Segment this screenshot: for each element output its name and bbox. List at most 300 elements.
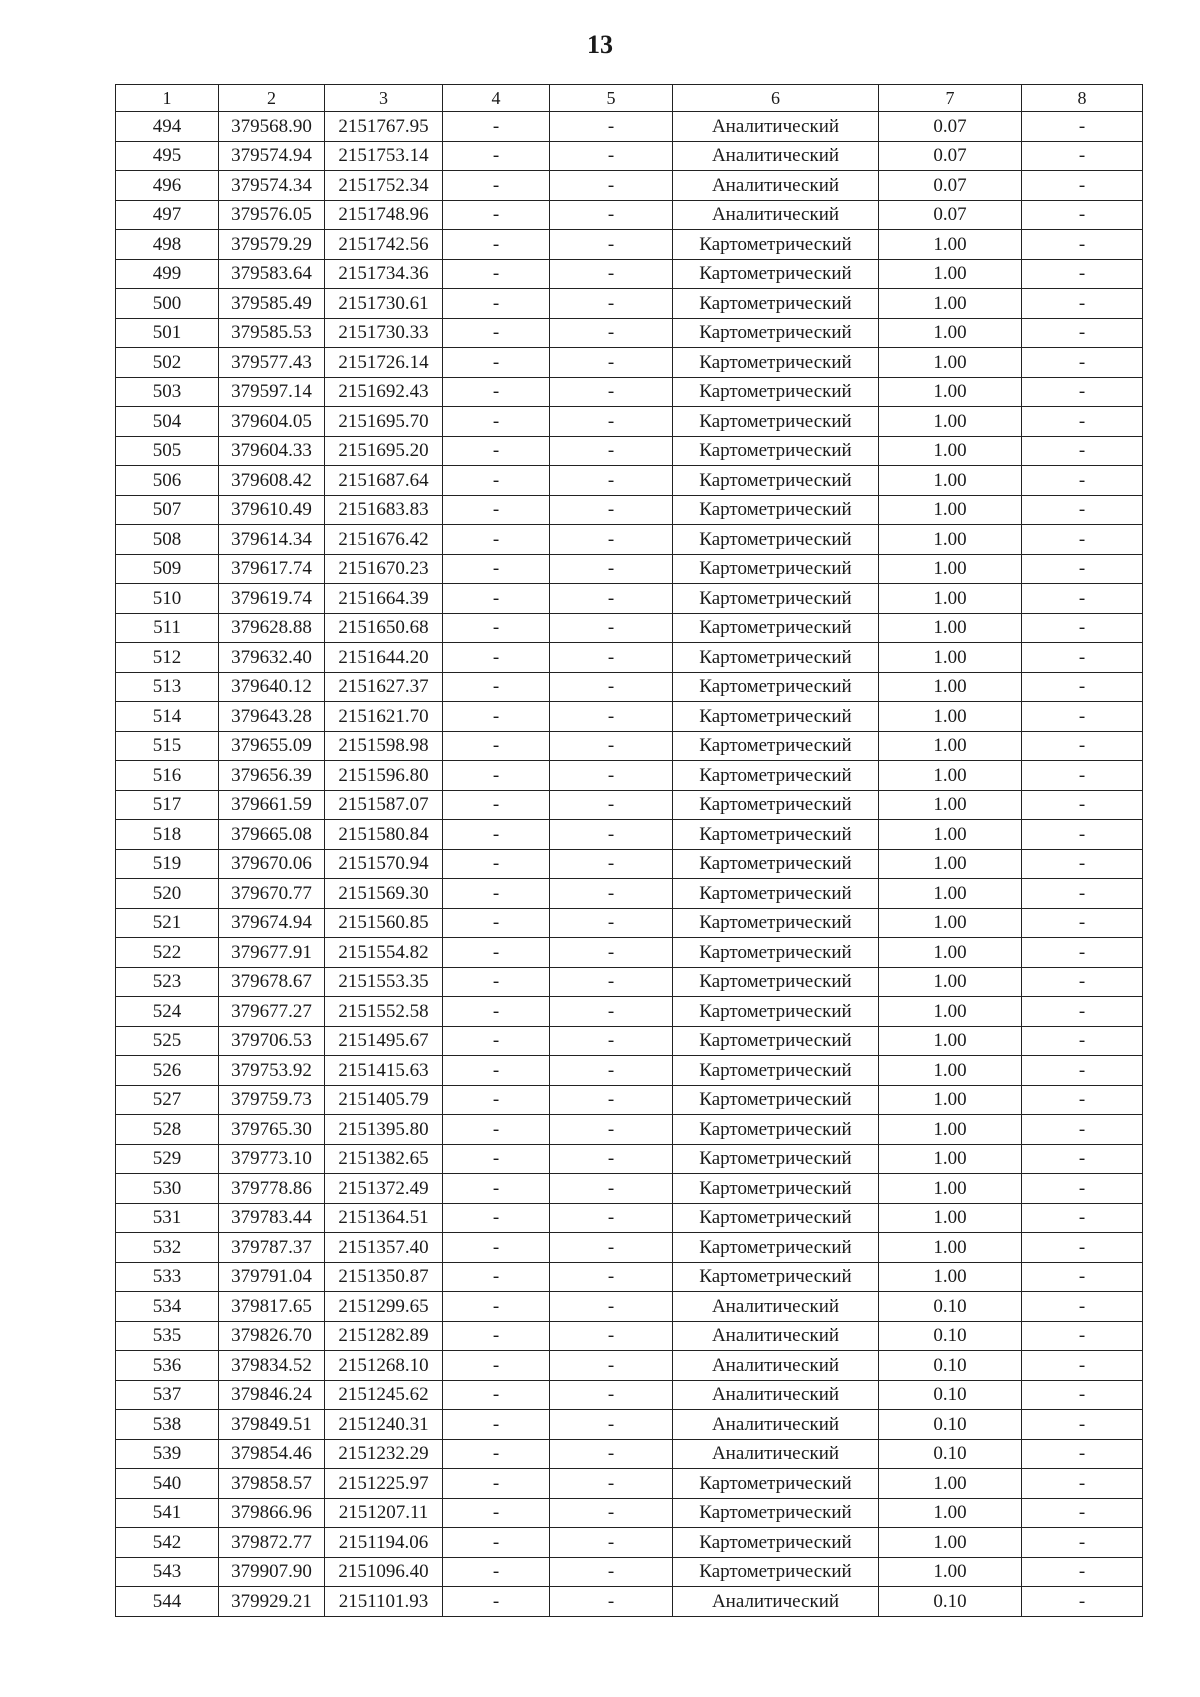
col4-cell: - [443, 938, 550, 968]
col8-cell: - [1022, 554, 1143, 584]
col8-cell: - [1022, 1557, 1143, 1587]
method-cell: Аналитический [673, 1351, 879, 1381]
point-number-cell: 532 [116, 1233, 219, 1263]
coord-y-cell: 2151225.97 [325, 1469, 443, 1499]
col8-cell: - [1022, 1026, 1143, 1056]
point-number-cell: 513 [116, 672, 219, 702]
table-row [116, 1262, 1143, 1292]
col4-cell: - [443, 1292, 550, 1322]
col5-cell: - [550, 967, 673, 997]
col8-cell: - [1022, 171, 1143, 201]
coord-y-cell: 2151742.56 [325, 230, 443, 260]
point-number-cell: 508 [116, 525, 219, 555]
point-number-cell: 529 [116, 1144, 219, 1174]
coord-x-cell: 379670.06 [219, 849, 325, 879]
col8-cell: - [1022, 1292, 1143, 1322]
accuracy-cell: 1.00 [879, 584, 1022, 614]
method-cell: Картометрический [673, 554, 879, 584]
coord-x-cell: 379632.40 [219, 643, 325, 673]
accuracy-cell: 1.00 [879, 761, 1022, 791]
table-body [116, 112, 1143, 1617]
col4-cell: - [443, 1587, 550, 1617]
col5-cell: - [550, 1557, 673, 1587]
table-row [116, 1026, 1143, 1056]
col8-cell: - [1022, 318, 1143, 348]
col4-cell: - [443, 1233, 550, 1263]
coord-x-cell: 379619.74 [219, 584, 325, 614]
col4-cell: - [443, 1174, 550, 1204]
accuracy-cell: 1.00 [879, 1085, 1022, 1115]
coord-x-cell: 379574.34 [219, 171, 325, 201]
method-cell: Картометрический [673, 289, 879, 319]
method-cell: Картометрический [673, 1026, 879, 1056]
col8-cell: - [1022, 1115, 1143, 1145]
table-row [116, 466, 1143, 496]
coord-x-cell: 379585.49 [219, 289, 325, 319]
point-number-cell: 540 [116, 1469, 219, 1499]
table-row [116, 1292, 1143, 1322]
col4-cell: - [443, 879, 550, 909]
method-cell: Картометрический [673, 466, 879, 496]
coord-y-cell: 2151282.89 [325, 1321, 443, 1351]
table-row [116, 672, 1143, 702]
col8-cell: - [1022, 495, 1143, 525]
col4-cell: - [443, 672, 550, 702]
accuracy-cell: 0.07 [879, 112, 1022, 142]
col8-cell: - [1022, 938, 1143, 968]
col5-cell: - [550, 643, 673, 673]
point-number-cell: 526 [116, 1056, 219, 1086]
method-cell: Картометрический [673, 1233, 879, 1263]
col8-cell: - [1022, 141, 1143, 171]
col8-cell: - [1022, 1056, 1143, 1086]
col5-cell: - [550, 1026, 673, 1056]
method-cell: Картометрический [673, 377, 879, 407]
coord-y-cell: 2151560.85 [325, 908, 443, 938]
table-row [116, 112, 1143, 142]
col4-cell: - [443, 230, 550, 260]
point-number-cell: 506 [116, 466, 219, 496]
col5-cell: - [550, 230, 673, 260]
col5-cell: - [550, 141, 673, 171]
coord-x-cell: 379787.37 [219, 1233, 325, 1263]
point-number-cell: 539 [116, 1439, 219, 1469]
accuracy-cell: 0.10 [879, 1380, 1022, 1410]
table-row [116, 643, 1143, 673]
col5-cell: - [550, 525, 673, 555]
col5-cell: - [550, 938, 673, 968]
coord-y-cell: 2151670.23 [325, 554, 443, 584]
method-cell: Картометрический [673, 672, 879, 702]
table-row [116, 554, 1143, 584]
method-cell: Картометрический [673, 230, 879, 260]
coord-x-cell: 379670.77 [219, 879, 325, 909]
table-row [116, 1233, 1143, 1263]
col5-cell: - [550, 436, 673, 466]
col4-cell: - [443, 1144, 550, 1174]
table-row [116, 495, 1143, 525]
coord-y-cell: 2151240.31 [325, 1410, 443, 1440]
coord-x-cell: 379858.57 [219, 1469, 325, 1499]
accuracy-cell: 0.10 [879, 1439, 1022, 1469]
coord-x-cell: 379706.53 [219, 1026, 325, 1056]
col8-cell: - [1022, 1233, 1143, 1263]
col4-cell: - [443, 436, 550, 466]
accuracy-cell: 1.00 [879, 436, 1022, 466]
col4-cell: - [443, 200, 550, 230]
coord-y-cell: 2151748.96 [325, 200, 443, 230]
point-number-cell: 509 [116, 554, 219, 584]
table-row [116, 1498, 1143, 1528]
coord-x-cell: 379617.74 [219, 554, 325, 584]
accuracy-cell: 1.00 [879, 377, 1022, 407]
coord-y-cell: 2151598.98 [325, 731, 443, 761]
method-cell: Картометрический [673, 643, 879, 673]
coord-y-cell: 2151664.39 [325, 584, 443, 614]
coord-y-cell: 2151245.62 [325, 1380, 443, 1410]
method-cell: Картометрический [673, 1174, 879, 1204]
col8-cell: - [1022, 849, 1143, 879]
coord-y-cell: 2151495.67 [325, 1026, 443, 1056]
method-cell: Картометрический [673, 613, 879, 643]
coord-x-cell: 379817.65 [219, 1292, 325, 1322]
method-cell: Аналитический [673, 1439, 879, 1469]
method-cell: Аналитический [673, 1292, 879, 1322]
col8-cell: - [1022, 230, 1143, 260]
table-row [116, 790, 1143, 820]
coord-x-cell: 379640.12 [219, 672, 325, 702]
point-number-cell: 521 [116, 908, 219, 938]
method-cell: Картометрический [673, 908, 879, 938]
method-cell: Картометрический [673, 436, 879, 466]
coord-x-cell: 379783.44 [219, 1203, 325, 1233]
point-number-cell: 503 [116, 377, 219, 407]
col4-cell: - [443, 318, 550, 348]
accuracy-cell: 1.00 [879, 495, 1022, 525]
point-number-cell: 538 [116, 1410, 219, 1440]
col5-cell: - [550, 377, 673, 407]
col5-cell: - [550, 849, 673, 879]
accuracy-cell: 1.00 [879, 289, 1022, 319]
method-cell: Картометрический [673, 997, 879, 1027]
col8-cell: - [1022, 1144, 1143, 1174]
accuracy-cell: 0.07 [879, 200, 1022, 230]
col8-cell: - [1022, 702, 1143, 732]
point-number-cell: 524 [116, 997, 219, 1027]
coord-x-cell: 379834.52 [219, 1351, 325, 1381]
point-number-cell: 494 [116, 112, 219, 142]
table-row [116, 1351, 1143, 1381]
col8-cell: - [1022, 1085, 1143, 1115]
table-header-row [116, 85, 1143, 112]
col4-cell: - [443, 643, 550, 673]
col4-cell: - [443, 407, 550, 437]
coord-y-cell: 2151554.82 [325, 938, 443, 968]
table-row [116, 879, 1143, 909]
col4-cell: - [443, 112, 550, 142]
column-header-5: 5 [550, 85, 673, 112]
coord-x-cell: 379608.42 [219, 466, 325, 496]
point-number-cell: 534 [116, 1292, 219, 1322]
col5-cell: - [550, 289, 673, 319]
table-row [116, 230, 1143, 260]
method-cell: Картометрический [673, 820, 879, 850]
col5-cell: - [550, 761, 673, 791]
col4-cell: - [443, 1115, 550, 1145]
col5-cell: - [550, 908, 673, 938]
coord-x-cell: 379614.34 [219, 525, 325, 555]
col8-cell: - [1022, 1262, 1143, 1292]
accuracy-cell: 1.00 [879, 466, 1022, 496]
method-cell: Картометрический [673, 525, 879, 555]
col8-cell: - [1022, 643, 1143, 673]
page-number: 13 [587, 30, 613, 59]
coord-y-cell: 2151101.93 [325, 1587, 443, 1617]
col8-cell: - [1022, 1174, 1143, 1204]
accuracy-cell: 1.00 [879, 1262, 1022, 1292]
col8-cell: - [1022, 436, 1143, 466]
point-number-cell: 510 [116, 584, 219, 614]
table-row [116, 1587, 1143, 1617]
col5-cell: - [550, 1587, 673, 1617]
point-number-cell: 528 [116, 1115, 219, 1145]
point-number-cell: 501 [116, 318, 219, 348]
point-number-cell: 531 [116, 1203, 219, 1233]
col5-cell: - [550, 200, 673, 230]
point-number-cell: 516 [116, 761, 219, 791]
coord-x-cell: 379656.39 [219, 761, 325, 791]
col4-cell: - [443, 584, 550, 614]
coord-x-cell: 379677.91 [219, 938, 325, 968]
coord-y-cell: 2151268.10 [325, 1351, 443, 1381]
point-number-cell: 511 [116, 613, 219, 643]
col5-cell: - [550, 1115, 673, 1145]
method-cell: Картометрический [673, 967, 879, 997]
method-cell: Аналитический [673, 141, 879, 171]
accuracy-cell: 0.07 [879, 141, 1022, 171]
table-row [116, 1174, 1143, 1204]
coord-y-cell: 2151676.42 [325, 525, 443, 555]
column-header-3: 3 [325, 85, 443, 112]
col4-cell: - [443, 1056, 550, 1086]
coord-y-cell: 2151730.33 [325, 318, 443, 348]
col4-cell: - [443, 967, 550, 997]
accuracy-cell: 1.00 [879, 259, 1022, 289]
col5-cell: - [550, 1469, 673, 1499]
col8-cell: - [1022, 377, 1143, 407]
col4-cell: - [443, 289, 550, 319]
coord-x-cell: 379655.09 [219, 731, 325, 761]
coord-x-cell: 379585.53 [219, 318, 325, 348]
column-header-4: 4 [443, 85, 550, 112]
coord-x-cell: 379826.70 [219, 1321, 325, 1351]
col8-cell: - [1022, 584, 1143, 614]
point-number-cell: 542 [116, 1528, 219, 1558]
col4-cell: - [443, 731, 550, 761]
coord-x-cell: 379577.43 [219, 348, 325, 378]
col5-cell: - [550, 1262, 673, 1292]
point-number-cell: 504 [116, 407, 219, 437]
col8-cell: - [1022, 1351, 1143, 1381]
table-row [116, 1469, 1143, 1499]
coord-y-cell: 2151382.65 [325, 1144, 443, 1174]
col8-cell: - [1022, 466, 1143, 496]
coord-x-cell: 379677.27 [219, 997, 325, 1027]
method-cell: Картометрический [673, 1557, 879, 1587]
coord-y-cell: 2151580.84 [325, 820, 443, 850]
col4-cell: - [443, 1262, 550, 1292]
coord-y-cell: 2151767.95 [325, 112, 443, 142]
col4-cell: - [443, 1085, 550, 1115]
col5-cell: - [550, 1380, 673, 1410]
col8-cell: - [1022, 1203, 1143, 1233]
accuracy-cell: 1.00 [879, 1498, 1022, 1528]
point-number-cell: 499 [116, 259, 219, 289]
col5-cell: - [550, 820, 673, 850]
table-row [116, 584, 1143, 614]
col5-cell: - [550, 495, 673, 525]
col4-cell: - [443, 1203, 550, 1233]
table-row [116, 171, 1143, 201]
method-cell: Картометрический [673, 318, 879, 348]
col5-cell: - [550, 613, 673, 643]
table-row [116, 908, 1143, 938]
point-number-cell: 517 [116, 790, 219, 820]
accuracy-cell: 1.00 [879, 1203, 1022, 1233]
col4-cell: - [443, 1528, 550, 1558]
coord-y-cell: 2151596.80 [325, 761, 443, 791]
col5-cell: - [550, 1203, 673, 1233]
point-number-cell: 537 [116, 1380, 219, 1410]
coord-y-cell: 2151232.29 [325, 1439, 443, 1469]
point-number-cell: 505 [116, 436, 219, 466]
col5-cell: - [550, 1174, 673, 1204]
col4-cell: - [443, 702, 550, 732]
accuracy-cell: 1.00 [879, 407, 1022, 437]
coord-y-cell: 2151627.37 [325, 672, 443, 702]
method-cell: Картометрический [673, 1203, 879, 1233]
method-cell: Аналитический [673, 171, 879, 201]
col5-cell: - [550, 259, 673, 289]
coord-x-cell: 379583.64 [219, 259, 325, 289]
coord-y-cell: 2151687.64 [325, 466, 443, 496]
accuracy-cell: 0.10 [879, 1321, 1022, 1351]
coord-x-cell: 379872.77 [219, 1528, 325, 1558]
method-cell: Картометрический [673, 1498, 879, 1528]
coord-y-cell: 2151552.58 [325, 997, 443, 1027]
col8-cell: - [1022, 761, 1143, 791]
point-number-cell: 502 [116, 348, 219, 378]
col5-cell: - [550, 1321, 673, 1351]
accuracy-cell: 1.00 [879, 525, 1022, 555]
table-row [116, 1410, 1143, 1440]
col4-cell: - [443, 1498, 550, 1528]
coord-x-cell: 379678.67 [219, 967, 325, 997]
method-cell: Картометрический [673, 495, 879, 525]
col8-cell: - [1022, 259, 1143, 289]
coord-y-cell: 2151730.61 [325, 289, 443, 319]
col5-cell: - [550, 1439, 673, 1469]
method-cell: Картометрический [673, 259, 879, 289]
table-row [116, 997, 1143, 1027]
coord-y-cell: 2151683.83 [325, 495, 443, 525]
method-cell: Аналитический [673, 1587, 879, 1617]
col5-cell: - [550, 672, 673, 702]
col5-cell: - [550, 466, 673, 496]
column-header-2: 2 [219, 85, 325, 112]
col5-cell: - [550, 702, 673, 732]
method-cell: Картометрический [673, 1528, 879, 1558]
method-cell: Картометрический [673, 1469, 879, 1499]
col4-cell: - [443, 997, 550, 1027]
accuracy-cell: 1.00 [879, 1557, 1022, 1587]
col4-cell: - [443, 348, 550, 378]
table-row [116, 377, 1143, 407]
point-number-cell: 514 [116, 702, 219, 732]
point-number-cell: 541 [116, 1498, 219, 1528]
col8-cell: - [1022, 672, 1143, 702]
table-row [116, 967, 1143, 997]
method-cell: Картометрический [673, 731, 879, 761]
point-number-cell: 523 [116, 967, 219, 997]
col8-cell: - [1022, 348, 1143, 378]
coord-x-cell: 379907.90 [219, 1557, 325, 1587]
coord-x-cell: 379576.05 [219, 200, 325, 230]
point-number-cell: 522 [116, 938, 219, 968]
coord-y-cell: 2151621.70 [325, 702, 443, 732]
method-cell: Аналитический [673, 1380, 879, 1410]
col5-cell: - [550, 407, 673, 437]
point-number-cell: 533 [116, 1262, 219, 1292]
coord-y-cell: 2151553.35 [325, 967, 443, 997]
method-cell: Картометрический [673, 1056, 879, 1086]
method-cell: Картометрический [673, 761, 879, 791]
method-cell: Картометрический [673, 790, 879, 820]
accuracy-cell: 1.00 [879, 908, 1022, 938]
coord-y-cell: 2151734.36 [325, 259, 443, 289]
coord-x-cell: 379849.51 [219, 1410, 325, 1440]
table-row [116, 1380, 1143, 1410]
col4-cell: - [443, 1026, 550, 1056]
col4-cell: - [443, 525, 550, 555]
col8-cell: - [1022, 200, 1143, 230]
col4-cell: - [443, 1410, 550, 1440]
accuracy-cell: 1.00 [879, 820, 1022, 850]
table-row [116, 141, 1143, 171]
col8-cell: - [1022, 407, 1143, 437]
col8-cell: - [1022, 1380, 1143, 1410]
col8-cell: - [1022, 820, 1143, 850]
method-cell: Аналитический [673, 1321, 879, 1351]
col4-cell: - [443, 1469, 550, 1499]
point-number-cell: 512 [116, 643, 219, 673]
accuracy-cell: 1.00 [879, 1056, 1022, 1086]
coord-y-cell: 2151695.20 [325, 436, 443, 466]
coord-y-cell: 2151194.06 [325, 1528, 443, 1558]
point-number-cell: 525 [116, 1026, 219, 1056]
col8-cell: - [1022, 1498, 1143, 1528]
accuracy-cell: 1.00 [879, 790, 1022, 820]
accuracy-cell: 1.00 [879, 849, 1022, 879]
coord-x-cell: 379610.49 [219, 495, 325, 525]
col8-cell: - [1022, 613, 1143, 643]
col5-cell: - [550, 1528, 673, 1558]
point-number-cell: 518 [116, 820, 219, 850]
accuracy-cell: 1.00 [879, 1233, 1022, 1263]
method-cell: Картометрический [673, 584, 879, 614]
col4-cell: - [443, 1380, 550, 1410]
col5-cell: - [550, 1351, 673, 1381]
